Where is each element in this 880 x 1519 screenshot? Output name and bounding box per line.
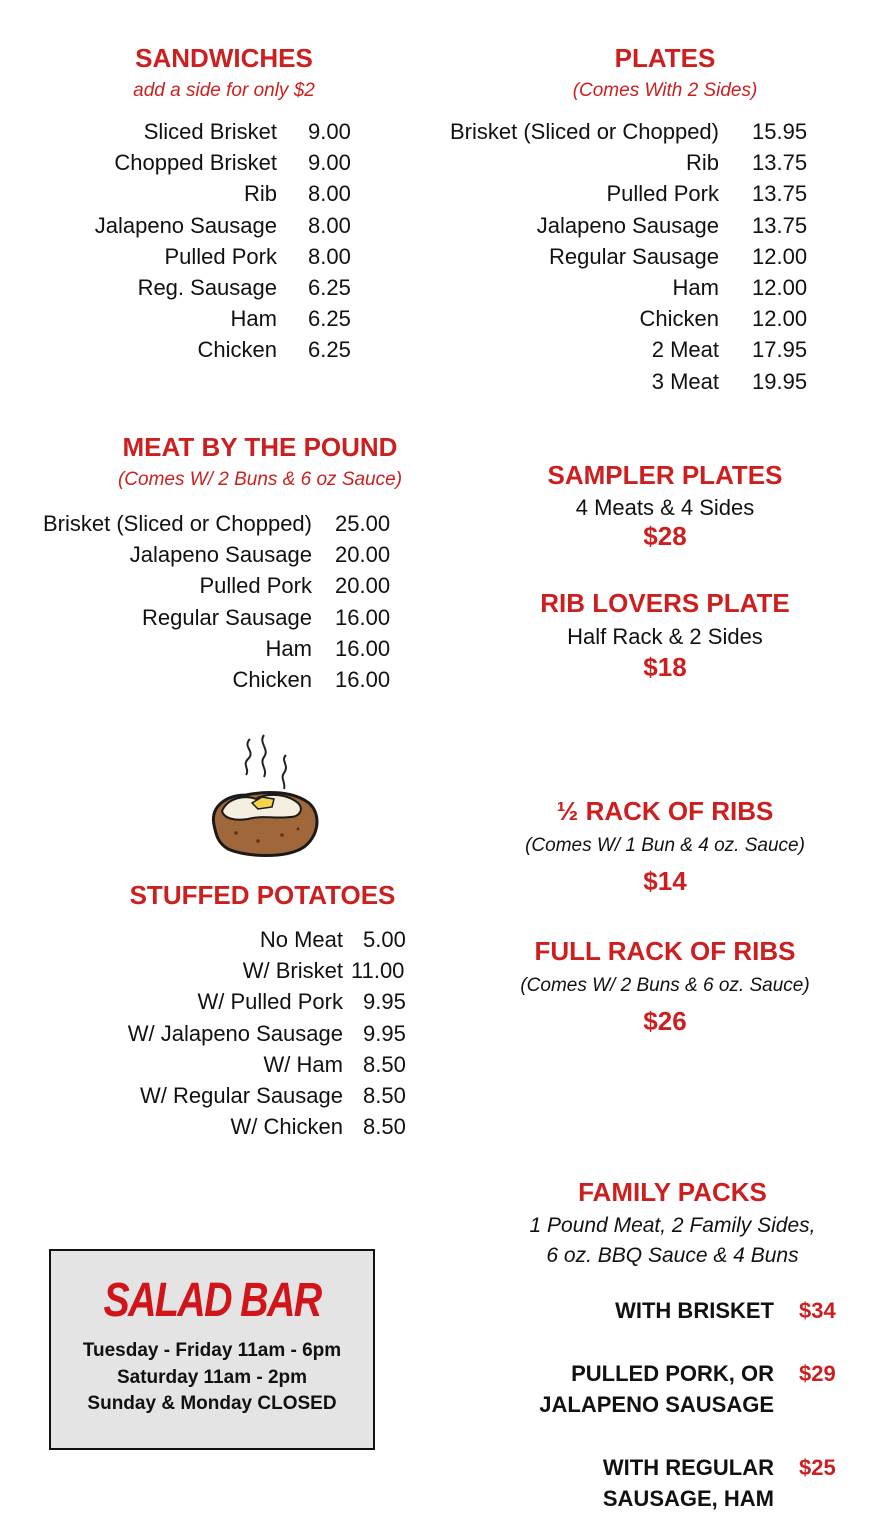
item-price: 5.00 [363,927,406,952]
sampler-desc: 4 Meats & 4 Sides [575,495,755,520]
item-price: 16.00 [335,604,391,630]
item-name: 3 Meat [651,368,719,394]
item-name: W/ Jalapeno Sausage [127,1020,343,1046]
rib-lovers-desc: Half Rack & 2 Sides [567,624,763,649]
item-name: Chicken [197,337,277,363]
list-item [40,178,351,209]
family-option-label-line2: SAUSAGE, HAM [602,1486,774,1511]
list-item [20,539,391,570]
item-name: Ham [265,635,312,661]
item-name: W/ Ham [263,1051,343,1077]
list-item [420,147,808,178]
list-item [420,116,808,147]
sampler-title: SAMPLER PLATES [547,460,783,490]
item-price: 9.95 [363,989,406,1015]
item-name: Jalapeno Sausage [129,542,312,568]
family-desc-line2: 6 oz. BBQ Sauce & 4 Buns [546,1244,799,1267]
salad-bar-box [49,1249,375,1450]
plates-title: PLATES [614,43,716,73]
list-item [420,241,808,272]
item-name: Pulled Pork [606,181,719,207]
item-price: 8.00 [308,181,351,207]
item-name: Pulled Pork [199,573,312,599]
item-price: 20.00 [335,542,391,568]
item-name: Brisket (Sliced or Chopped) [42,511,312,536]
family-option-label-line2: JALAPENO SAUSAGE [539,1392,774,1417]
item-price: 12.00 [752,243,808,269]
full-rack-desc: (Comes W/ 2 Buns & 6 oz. Sauce) [520,975,810,996]
list-item [20,602,391,633]
item-price: 8.00 [308,243,351,269]
item-price: 6.25 [308,274,351,300]
salad-bar-hours: Saturday 11am - 2pm [116,1367,308,1388]
list-item [40,147,351,178]
baked-potato-icon [206,733,326,859]
list-item [40,334,351,365]
item-price: 20.00 [335,573,391,599]
pound-title: MEAT BY THE POUND [122,432,398,462]
item-name: W/ Regular Sausage [140,1082,343,1108]
list-item [20,664,391,695]
item-name: Sliced Brisket [143,119,277,144]
plates-subtitle: (Comes With 2 Sides) [572,80,758,101]
sandwiches-section [94,43,354,102]
item-name: Rib [243,181,277,207]
item-price: 6.25 [308,337,351,363]
list-item [40,272,351,303]
list-item [420,366,808,397]
item-price: 9.00 [308,119,351,144]
item-name: Chopped Brisket [114,150,277,176]
pound-list [20,508,391,695]
item-name: Ham [672,274,719,300]
list-item [420,178,808,209]
item-price: 8.50 [363,1114,406,1140]
family-title: FAMILY PACKS [578,1177,767,1207]
item-price: 11.00 [351,958,405,984]
family-option-label: WITH BRISKET [615,1298,774,1323]
family-option-price: $34 [799,1298,836,1323]
rib-lovers-price: $18 [643,652,687,682]
list-item [100,1080,406,1111]
rib-lovers-title: RIB LOVERS PLATE [540,588,790,618]
sandwiches-list [40,116,351,366]
family-option-price: $29 [799,1361,836,1386]
list-item [100,924,406,955]
sandwiches-title: SANDWICHES [135,43,313,73]
item-name: W/ Brisket [242,958,343,984]
item-price: 13.75 [752,150,808,176]
item-price: 15.95 [752,119,808,144]
item-name: Ham [230,306,277,332]
list-item [40,303,351,334]
list-item [420,210,808,241]
item-name: Brisket (Sliced or Chopped) [449,119,719,144]
item-price: 6.25 [308,306,351,332]
list-item [100,1018,406,1049]
item-name: Chicken [232,666,312,692]
list-item [420,272,808,303]
full-rack-price: $26 [643,1006,687,1036]
plates-list [420,116,808,397]
item-price: 8.50 [363,1082,406,1108]
potatoes-list [100,924,406,1142]
half-rack-section [490,796,840,897]
family-desc-line1: 1 Pound Meat, 2 Family Sides, [529,1214,816,1237]
item-name: Pulled Pork [164,243,277,269]
salad-bar-hours: Sunday & Monday CLOSED [87,1393,337,1414]
item-name: 2 Meat [651,337,719,363]
item-name: Rib [685,150,719,176]
item-name: Reg. Sausage [137,274,277,300]
half-rack-desc: (Comes W/ 1 Bun & 4 oz. Sauce) [525,835,805,856]
family-section [505,1177,840,1268]
list-item [100,955,405,986]
list-item [100,1049,406,1080]
item-name: Jalapeno Sausage [94,212,277,238]
list-item [420,303,808,334]
item-name: Jalapeno Sausage [536,212,719,238]
item-price: 16.00 [335,635,391,661]
item-price: 12.00 [752,274,808,300]
item-price: 13.75 [752,212,808,238]
list-item [20,633,391,664]
sampler-section [505,460,825,552]
item-name: Regular Sausage [548,243,719,269]
list-item [420,334,808,365]
item-price: 19.95 [752,368,808,394]
item-price: 9.00 [308,150,351,176]
list-item [100,1111,406,1142]
sandwiches-subtitle: add a side for only $2 [133,80,315,101]
item-name: No Meat [259,927,343,952]
list-item [100,986,406,1017]
list-item [40,241,351,272]
potatoes-section [100,880,425,911]
list-item [40,116,351,147]
sampler-price: $28 [643,521,687,551]
list-item [20,570,391,601]
item-name: Chicken [639,306,719,332]
full-rack-title: FULL RACK OF RIBS [534,936,796,966]
item-price: 13.75 [752,181,808,207]
salad-bar-hours: Tuesday - Friday 11am - 6pm [82,1340,342,1361]
item-price: 17.95 [752,337,808,363]
potatoes-title: STUFFED POTATOES [129,880,396,910]
rib-lovers-section [505,588,825,683]
half-rack-price: $14 [643,866,687,896]
item-name: W/ Chicken [230,1114,343,1140]
family-option-label: PULLED PORK, OR [571,1361,774,1386]
item-price: 12.00 [752,306,808,332]
full-rack-section [490,936,840,1037]
family-option-price: $25 [799,1455,836,1480]
item-price: 8.50 [363,1051,406,1077]
item-name: Regular Sausage [141,604,312,630]
plates-section [545,43,785,102]
family-option-label: WITH REGULAR [602,1455,774,1480]
half-rack-title: ½ RACK OF RIBS [556,796,774,826]
item-price: 8.00 [308,212,351,238]
item-price: 16.00 [335,666,391,692]
pound-section [90,432,430,491]
item-price: 25.00 [335,511,391,536]
list-item [20,508,391,539]
salad-bar-title: SALAD BAR [103,1274,321,1327]
item-price: 9.95 [363,1020,406,1046]
pound-subtitle: (Comes W/ 2 Buns & 6 oz Sauce) [117,469,403,490]
list-item [40,210,351,241]
item-name: W/ Pulled Pork [197,989,343,1015]
